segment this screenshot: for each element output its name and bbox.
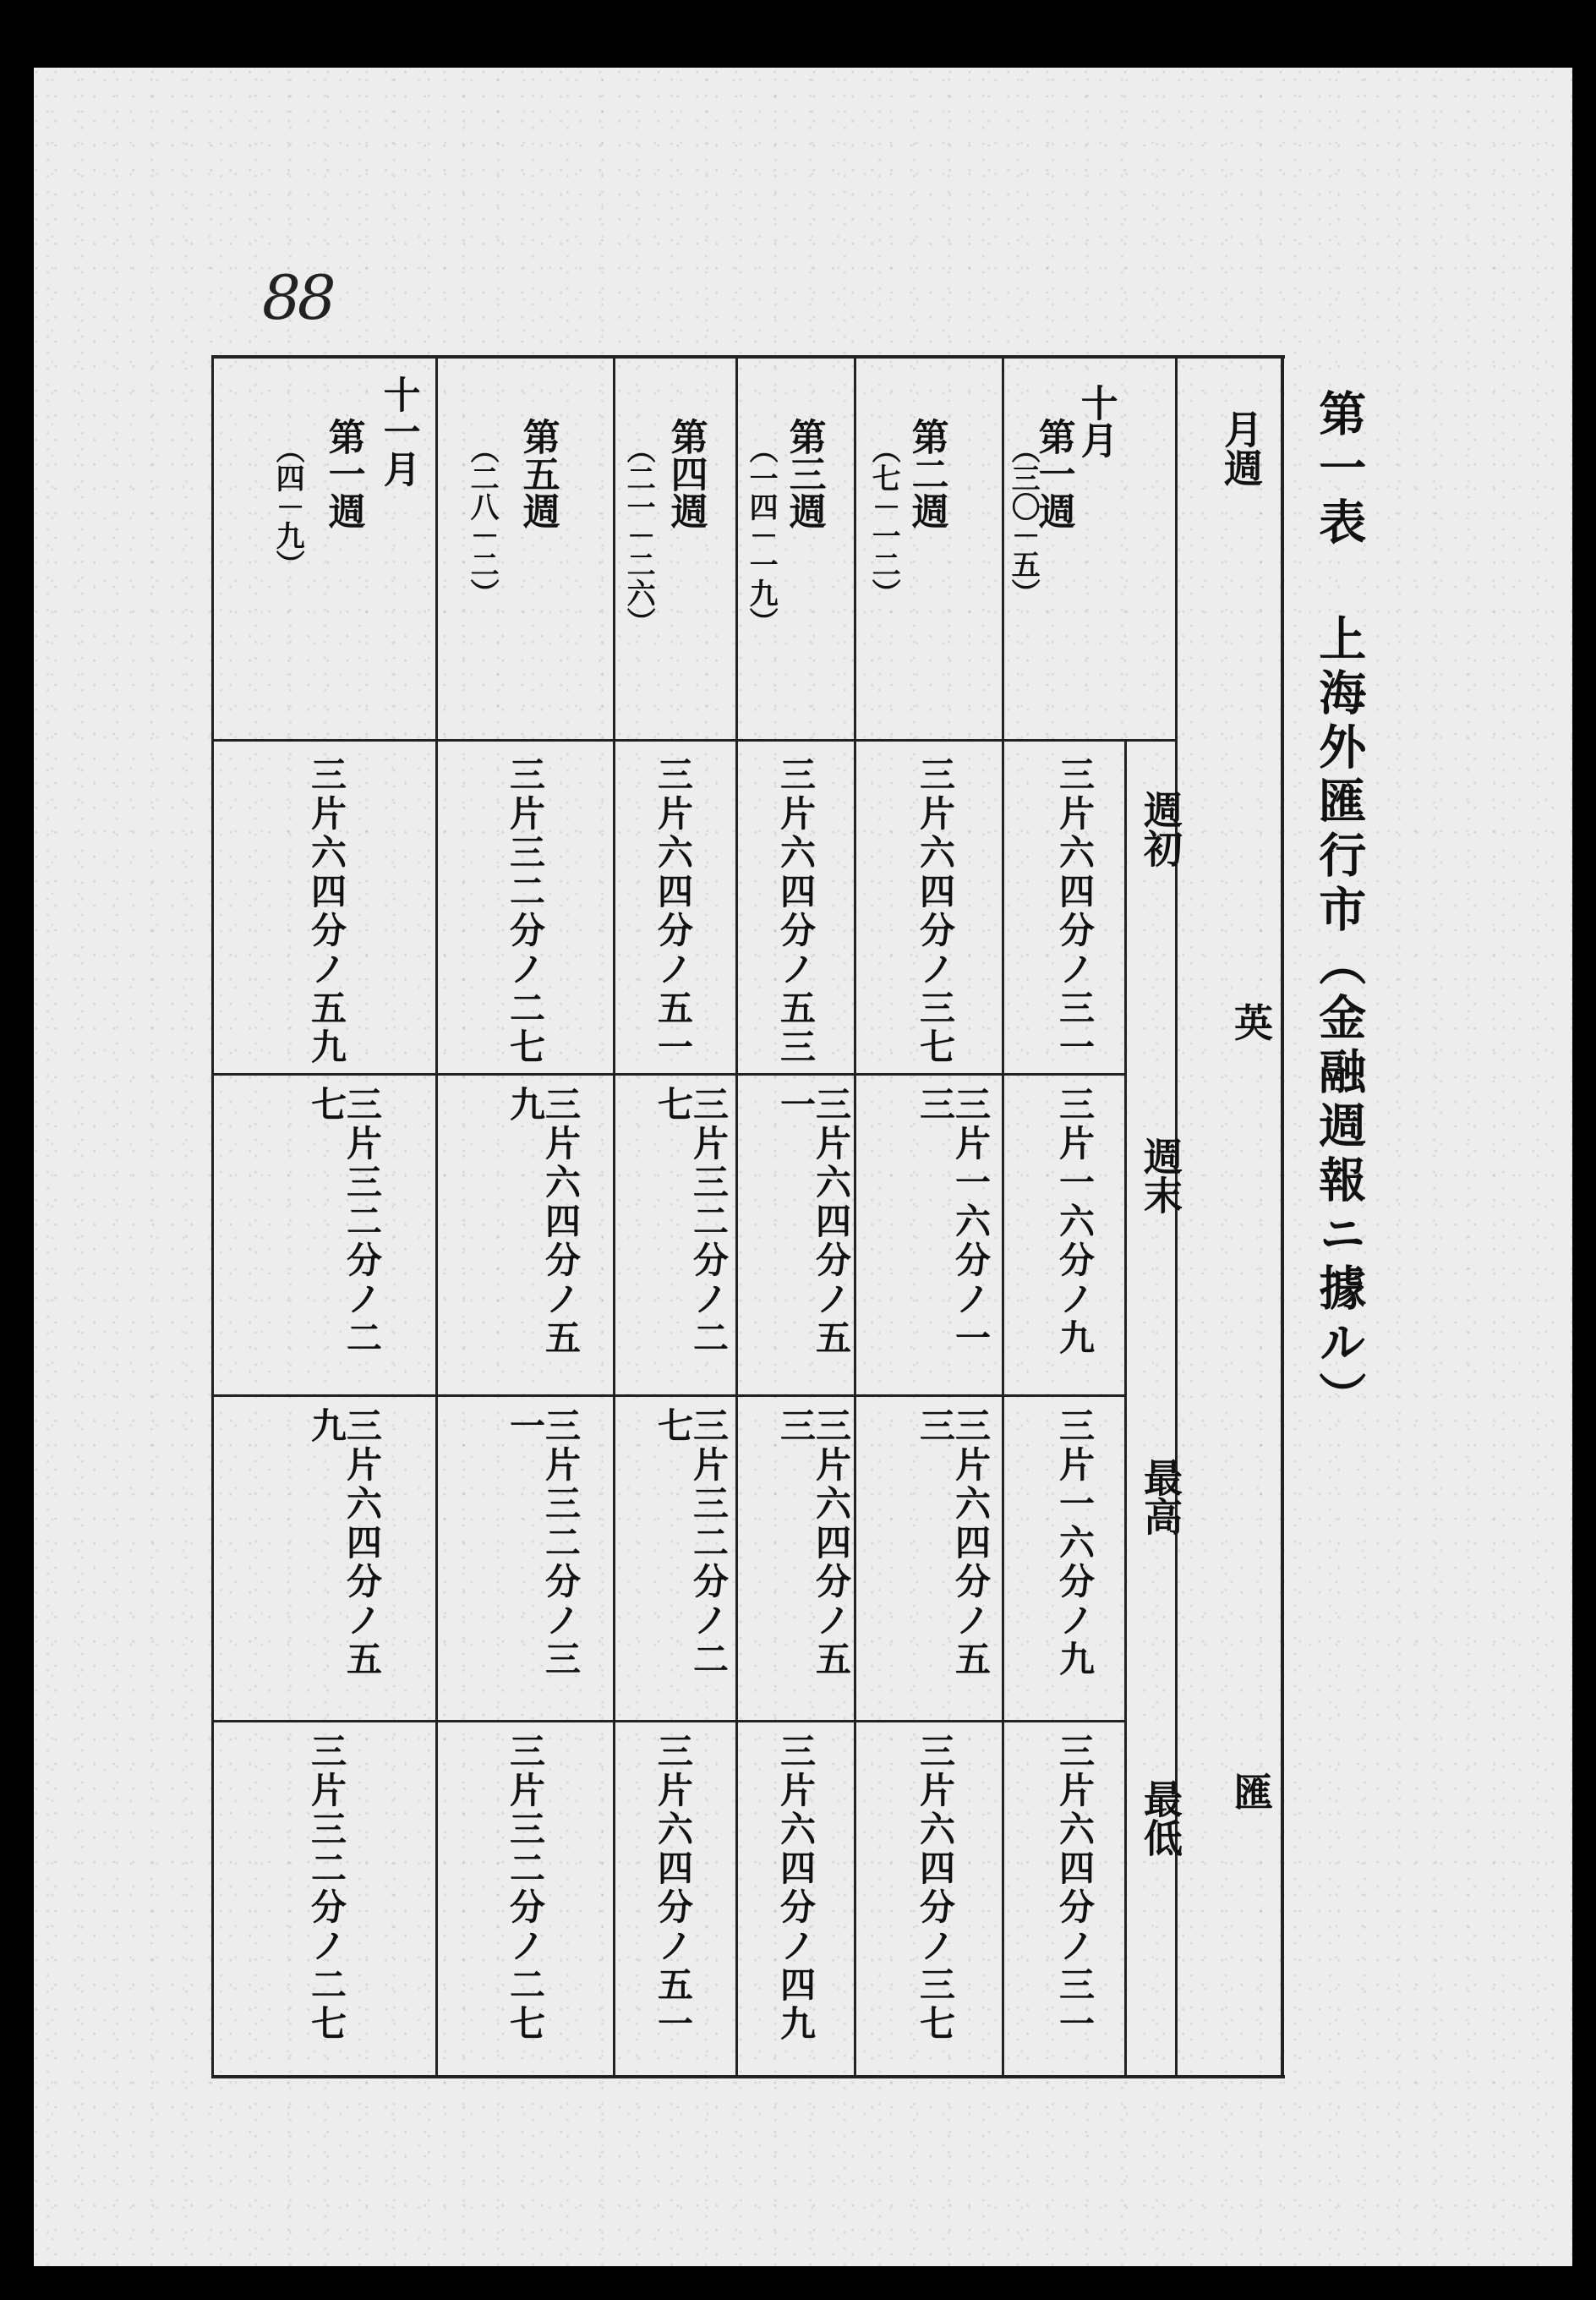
rate-cell: 三片六四分ノ五九 <box>306 756 347 1067</box>
rate-cell: 三片三二分ノ三一 <box>505 1407 582 1679</box>
row-label-end: 週末 <box>1138 1136 1183 1214</box>
rate-cell: 三片六四分ノ三一 <box>1054 1733 1096 2044</box>
rate-cell: 三片六四分ノ五一 <box>653 756 694 1067</box>
rate-cell: 三片一六分ノ一三 <box>915 1086 992 1358</box>
exchange-rate-table <box>211 355 1285 2078</box>
rate-cell: 三片六四分ノ五三 <box>915 1407 992 1679</box>
rate-cell: 三片六四分ノ五三 <box>775 756 817 1067</box>
rate-cell: 三片六四分ノ五九 <box>505 1086 582 1358</box>
rate-cell: 三片六四分ノ五三 <box>775 1407 852 1679</box>
column-dates: （二八－二） <box>465 435 500 607</box>
rate-cell: 三片三二分ノ二七 <box>505 1733 546 2044</box>
row-label-low: 最低 <box>1138 1779 1183 1857</box>
column-dates: （二一－二六） <box>621 435 656 636</box>
rate-cell: 三片六四分ノ五九 <box>306 1407 383 1679</box>
rate-cell: 三片三二分ノ二七 <box>306 1086 383 1358</box>
table-title: 第一表 上海外匯行市（金融週報ニ據ル） <box>1311 389 1368 1426</box>
rate-cell: 三片六四分ノ三七 <box>915 756 956 1067</box>
rate-cell: 三片三二分ノ二七 <box>653 1407 730 1679</box>
row-label-high: 最高 <box>1138 1458 1183 1536</box>
column-week: 第一週 <box>1031 418 1075 529</box>
rate-cell: 三片三二分ノ二七 <box>505 756 546 1067</box>
column-week: 第一週 <box>321 418 365 529</box>
rate-cell: 三片六四分ノ五一 <box>653 1733 694 2044</box>
rate-cell: 三片一六分ノ九 <box>1054 1407 1096 1679</box>
column-week: 第五週 <box>516 418 560 529</box>
column-week: 第三週 <box>782 418 826 529</box>
rate-cell: 三片一六分ノ九 <box>1054 1086 1096 1358</box>
column-dates: （三〇－五） <box>1006 435 1041 607</box>
rate-cell: 三片六四分ノ四九 <box>775 1733 817 2044</box>
month-week-header: 月週 <box>1218 409 1264 487</box>
rate-cell: 三片三二分ノ二七 <box>306 1733 347 2044</box>
currency-label-bottom: 匯 <box>1234 1770 1273 1815</box>
currency-label-top: 英 <box>1234 1000 1273 1046</box>
column-dates: （一四－一九） <box>744 435 779 636</box>
rate-cell: 三片三二分ノ二七 <box>653 1086 730 1358</box>
page-number: 88 <box>262 262 333 333</box>
column-month: 十月 <box>1074 384 1118 458</box>
column-dates: （七－一二） <box>866 435 901 607</box>
column-month: 十一月 <box>376 375 420 487</box>
rate-cell: 三片六四分ノ三一 <box>1054 756 1096 1067</box>
row-label-start: 週初 <box>1138 790 1183 868</box>
document-page <box>34 68 1572 2266</box>
rate-cell: 三片六四分ノ三七 <box>915 1733 956 2044</box>
column-week: 第二週 <box>905 418 948 529</box>
rate-cell: 三片六四分ノ五一 <box>775 1086 852 1358</box>
column-dates: （四－九） <box>271 435 305 578</box>
column-week: 第四週 <box>664 418 708 529</box>
